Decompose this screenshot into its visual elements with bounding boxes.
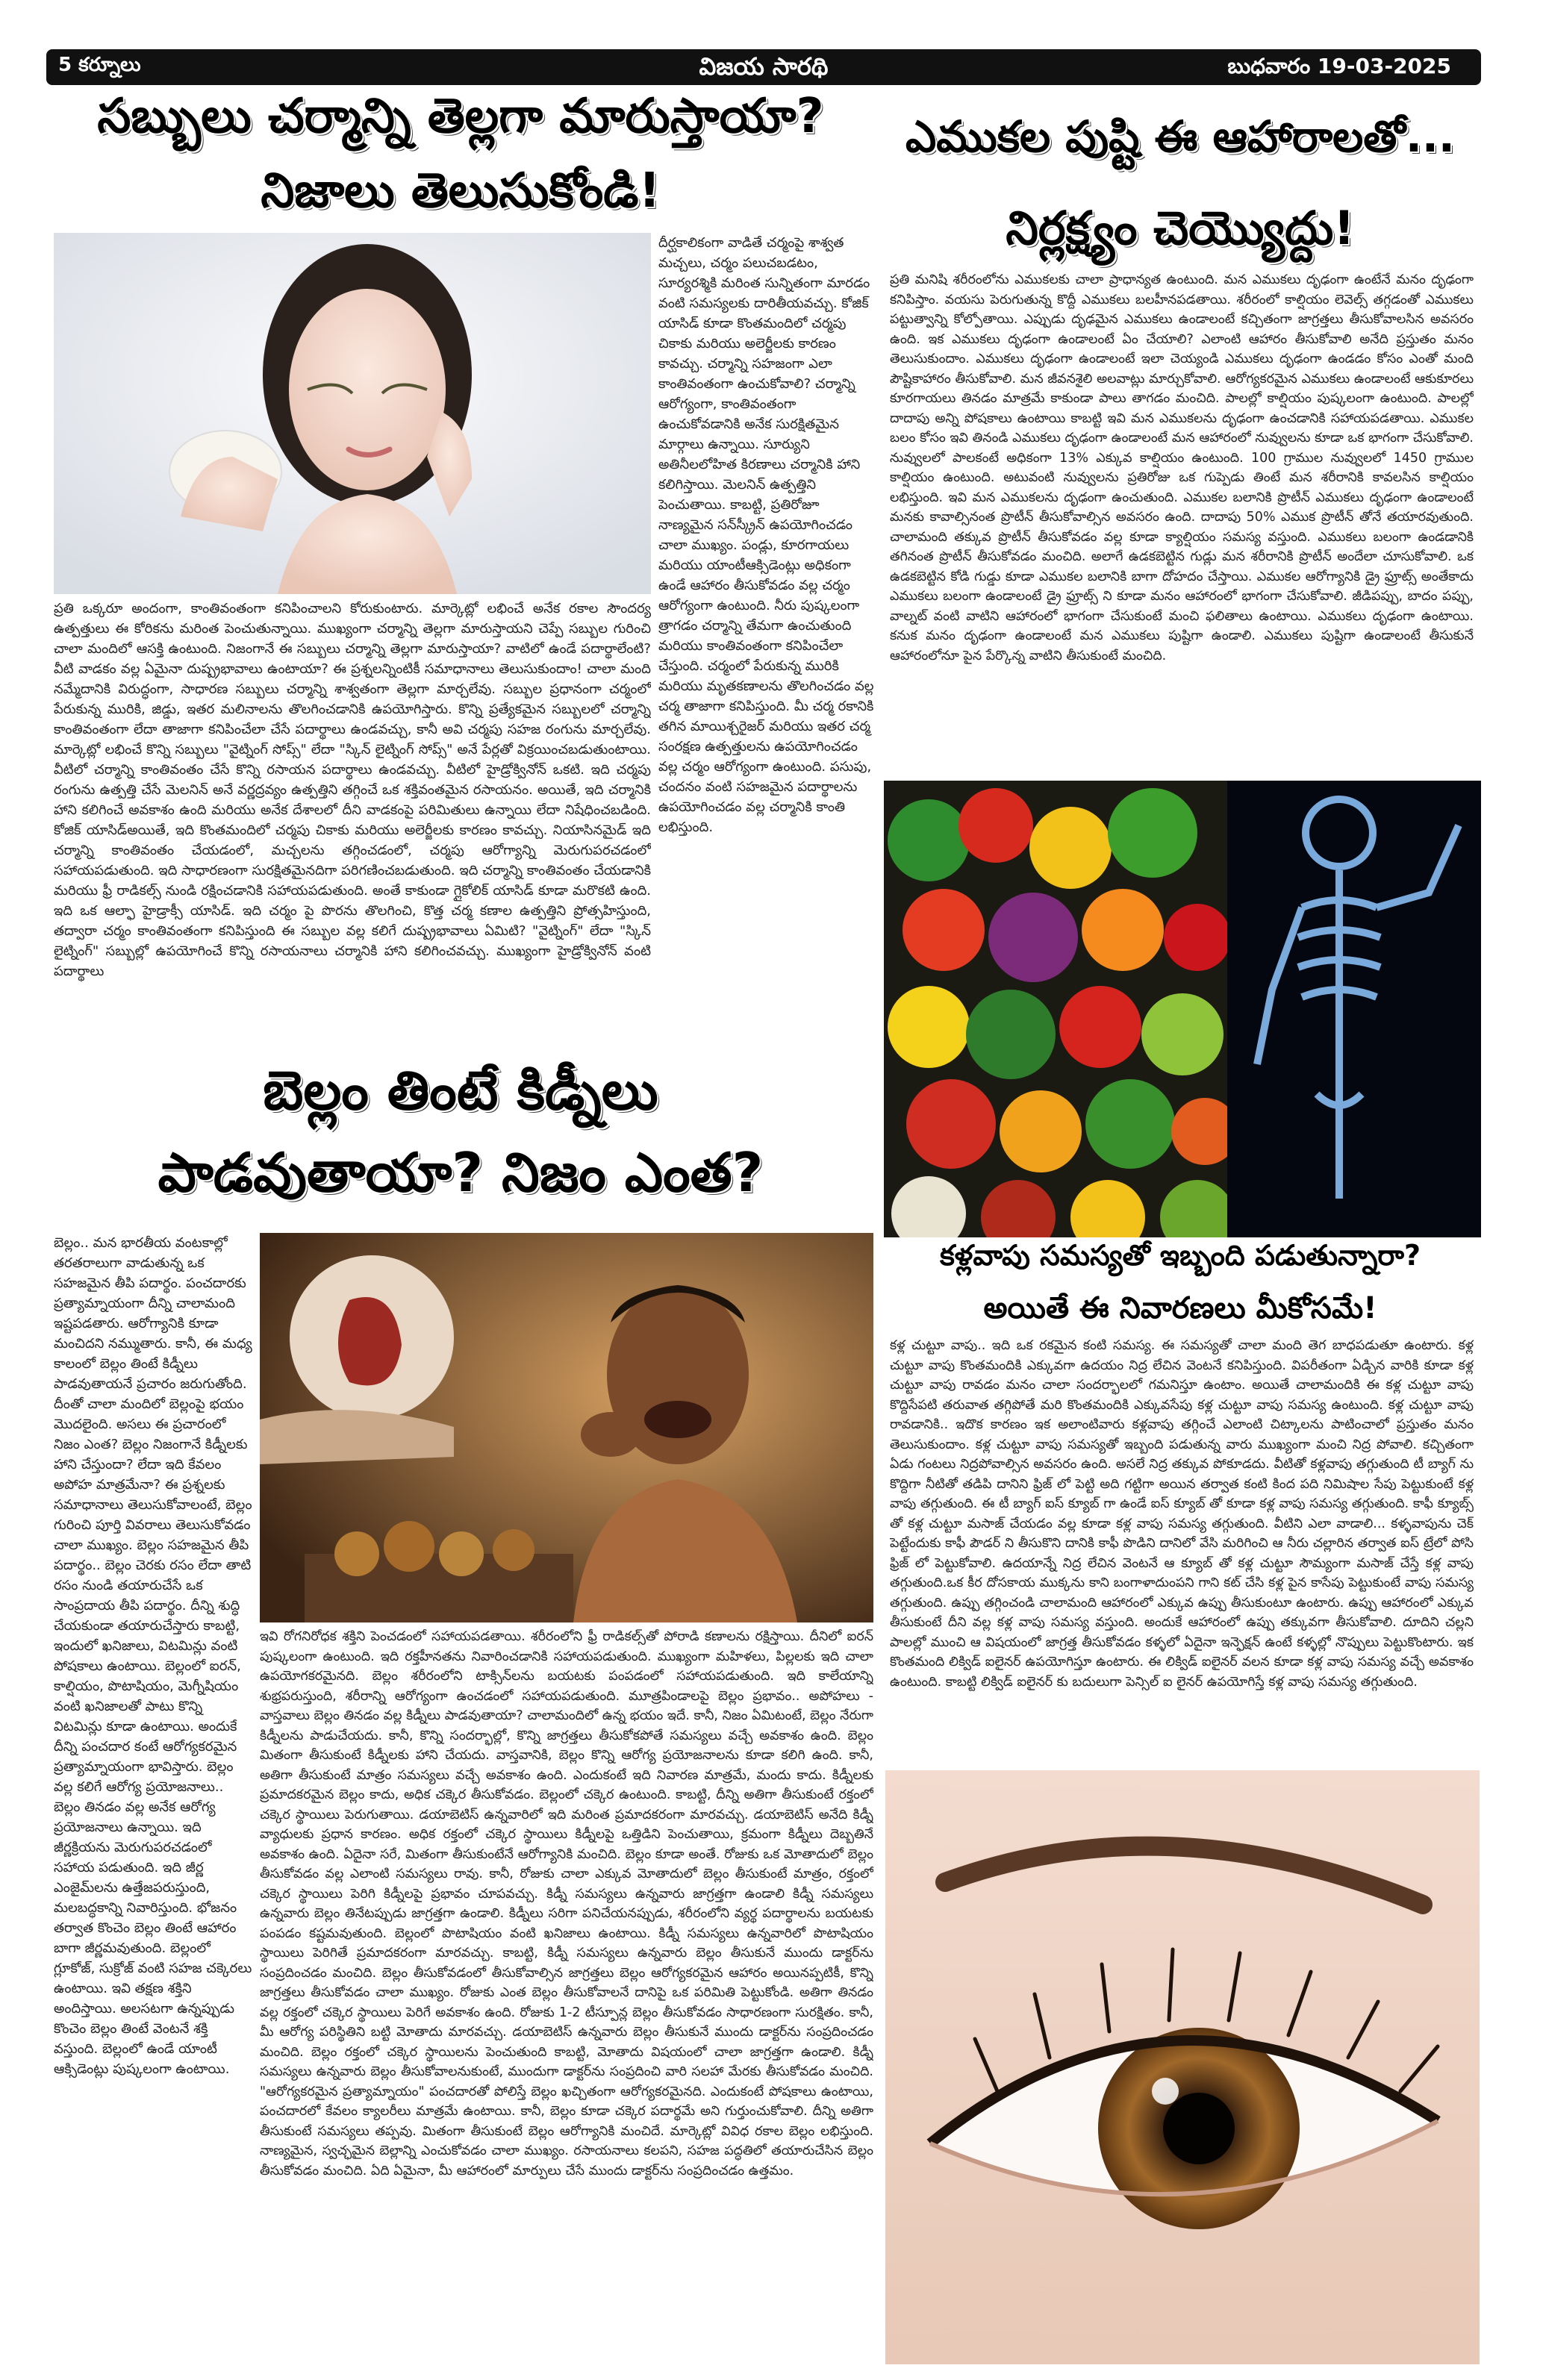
masthead-title: విజయ సారథి — [699, 52, 829, 81]
article4-headline-line2: అయితే ఈ నివారణలు మీకోసమే! — [983, 1291, 1377, 1325]
article3-photo-man-eating-jaggery — [260, 1233, 873, 1622]
article3-side-column: బెల్లం.. మన భారతీయ వంటకాల్లో తరతరాలుగా వాడుతున్న ఒక సహజమైన తీపి పదార్థం. పంచదారకు ప్రత్యామ్నాయంగా దీన్ని చాలామంది ఇష్టపడతారు. ఆరోగ్యానికి కూడా మంచిదని నమ్ముతారు. కానీ, ఈ మధ్య కాలంలో బెల్లం తింటే కిడ్నీలు పాడవుతాయనే ప్రచారం జరుగుతోంది. దీంతో చాలా మందిలో బెల్లంపై భయం మొదలైంది. అసలు ఈ ప్రచారంలో నిజం ఎంత? బెల్లం నిజంగానే కిడ్నీలకు హాని చేస్తుందా? లేదా ఇది కేవలం అపోహ మాత్రమేనా? ఈ ప్రశ్నలకు సమాధానాలు తెలుసుకోవాలంటే, బెల్లం గురించి పూర్తి వివరాలు తెలుసుకోవడం చాలా ముఖ్యం. బెల్లం సహజమైన తీపి పదార్థం.. బెల్లం చెరకు రసం లేదా తాటి రసం నుండి తయారుచేసే ఒక సాంప్రదాయ తీపి పదార్థం. దీన్ని శుద్ధి చేయకుండా తయారుచేస్తారు కాబట్టి, ఇందులో ఖనిజాలు, విటమిన్లు వంటి పోషకాలు ఉంటాయి. బెల్లంలో ఐరన్, కాల్షియం, పొటాషియం, మెగ్నీషియం వంటి ఖనిజాలతో పాటు కొన్ని విటమిన్లు కూడా ఉంటాయి. అందుకే దీన్ని పంచదార కంటే ఆరోగ్యకరమైన ప్రత్యామ్నాయంగా భావిస్తారు. బెల్లం వల్ల కలిగే ఆరోగ్య ప్రయోజనాలు.. బెల్లం తినడం వల్ల అనేక ఆరోగ్య ప్రయోజనాలు ఉన్నాయి. ఇది జీర్ణక్రియను మెరుగుపరచడంలో సహాయ పడుతుంది. ఇది జీర్ణ ఎంజైమ్‌లను ఉత్తేజపరుస్తుంది, మలబద్ధకాన్ని నివారిస్తుంది. భోజనం తర్వాత కొంచెం బెల్లం తింటే ఆహారం బాగా జీర్ణమవుతుంది. బెల్లంలో గ్లూకోజ్, సుక్రోజ్ వంటి సహజ చక్కెరలు ఉంటాయి. ఇవి తక్షణ శక్తిని అందిస్తాయి. అలసటగా ఉన్నప్పుడు కొంచెం బెల్లం తింటే వెంటనే శక్తి వస్తుంది. బెల్లంలో ఉండే యాంటీ ఆక్సిడెంట్లు పుష్కలంగా ఉంటాయి. — [54, 1235, 252, 2077]
article4-photo-eye-closeup — [885, 1770, 1480, 2364]
issue-date: బుధవారం 19-03-2025 — [1227, 54, 1451, 78]
article1-headline-line1: సబ్బులు చర్మాన్ని తెల్లగా మారుస్తాయా? — [97, 89, 824, 144]
article1-side-column: దీర్ఘకాలికంగా వాడితే చర్మంపై శాశ్వత మచ్చలు, చర్మం పలుచబడటం, సూర్యరశ్మికి మరింత సున్నితంగా మారడం వంటి సమస్యలకు దారితీయవచ్చు. కోజిక్ యాసిడ్ కూడా కొంతమందిలో చర్మపు చికాకు మరియు అలెర్జీలకు కారణం కావచ్చు. చర్మాన్ని సహజంగా ఎలా కాంతివంతంగా ఉంచుకోవాలి? చర్మాన్ని ఆరోగ్యంగా, కాంతివంతంగా ఉంచుకోవడానికి అనేక సురక్షితమైన మార్గాలు ఉన్నాయి. సూర్యుని అతినీలలోహిత కిరణాలు చర్మానికి హాని కలిగిస్తాయి. మెలనిన్ ఉత్పత్తిని పెంచుతాయి. కాబట్టి, ప్రతిరోజూ నాణ్యమైన సన్‌స్క్రీన్ ఉపయోగించడం చాలా ముఖ్యం. పండ్లు, కూరగాయలు మరియు యాంటీఆక్సిడెంట్లు అధికంగా ఉండే ఆహారం తీసుకోవడం వల్ల చర్మం ఆరోగ్యంగా ఉంటుంది. నీరు పుష్కలంగా త్రాగడం చర్మాన్ని తేమగా ఉంచుతుంది మరియు కాంతివంతంగా కనిపించేలా చేస్తుంది. చర్మంలో పేరుకున్న మురికి మరియు మృతకణాలను తొలగించడం వల్ల చర్మ తాజాగా కనిపిస్తుంది. మీ చర్మ రకానికి తగిన మాయిశ్చరైజర్ మరియు ఇతర చర్మ సంరక్షణ ఉత్పత్తులను ఉపయోగించడం వల్ల చర్మం ఆరోగ్యంగా ఉంటుంది. పసుపు, చందనం వంటి సహజమైన పదార్థాలను ఉపయోగించడం వల్ల చర్మానికి కాంతి లభిస్తుంది. — [658, 235, 874, 835]
article3-headline-line1: బెల్లం తింటే కిడ్నీలు — [263, 1059, 658, 1122]
article4-headline-line1: కళ్లవాపు సమస్యతో ఇబ్బంది పడుతున్నారా? — [939, 1239, 1421, 1272]
article1-headline-line2: నిజాలు తెలుసుకోండి! — [261, 163, 661, 219]
article2-photo-vegetables-skeleton — [884, 781, 1481, 1237]
article2-body: ప్రతి మనిషి శరీరంలోను ఎముకలకు చాలా ప్రాధాన్యత ఉంటుంది. మన ఎముకలు దృఢంగా ఉంటేనే మనం దృఢంగా కనిపిస్తాం. వయసు పెరుగుతున్న కొద్దీ ఎముకలు బలహీనపడతాయి. శరీరంలో కాల్షియం లెవెల్స్ తగ్గడంతో ఎముకలు పట్టుత్వాన్ని కోల్పోతాయి. ఎప్పుడు దృఢమైన ఎముకలు ఉండాలంటే కచ్చితంగా జాగ్రత్తలు తీసుకోవాలసిన అవసరం ఉంది. ఇక ఎముకలు దృఢంగా ఉండాలంటే ఏం చేయాలి? ఎలాంటి ఆహారం తీసుకోవాలి అనేది ప్రస్తుతం మనం తెలుసుకుందాం. ఎముకలు దృఢంగా ఉండాలంటే ఇలా చెయ్యండి ఎముకలు దృఢంగా ఉండడం కోసం ఎంతో మంది పౌష్టికాహారం తీసుకోవాలి. మన జీవనశైలి అలవాట్లు మార్చుకోవాలి. ఆరోగ్యకరమైన ఎముకలు ఉండాలంటే ఆకుకూరలు కూరగాయలు తినడం మాత్రమే కాకుండా పాలు తాగడం మంచిది. పాలల్లో కాల్షియం పుష్కలంగా ఉంటుంది. పాలల్లో దాదాపు అన్ని పోషకాలు ఉంటాయి కాబట్టి ఇవి మన ఎముకలను దృఢంగా ఉంచడానికి సహాయపడతాయి. ఎముకల బలం కోసం ఇవి తినండి ఎముకలు దృఢంగా ఉండాలంటే మన ఆహారంలో నువ్వులను కూడా ఒక భాగంగా చేసుకోవాలి. నువ్వులలో పాలకంటే అధికంగా 13% ఎక్కువ కాల్షియం ఉంటుంది. 100 గ్రాముల నువ్వులలో 1450 గ్రాముల కాల్షియం ఉంటుంది. అటువంటి నువ్వులను ప్రతిరోజు ఒక గుప్పెడు తింటే మన శరీరానికి కావలసిన కాల్షియం లభిస్తుంది. ఇవి మన ఎముకలను దృఢంగా ఉంచుతుంది. ఎముకల బలానికి ప్రొటీన్ ఎముకలు దృఢంగా ఉండాలంటే మనకు కావాల్సినంత ప్రొటీన్ తీసుకోవాల్సిన అవసరం ఉంది. దాదాపు 50% ఎముక ప్రొటీన్ తోనే తయారవుతుంది. చాలామంది తక్కువ ప్రొటీన్ తీసుకోవడం వల్ల కూడా క్యాల్షియం సమస్య వస్తుంది. ఎముకలు బలంగా ఉండడానికి తగినంత ప్రొటీన్ తీసుకోవడం మంచిది. అలాగే ఉడకబెట్టిన గుడ్లు మన శరీరానికి ప్రొటీన్ అందేలా చూసుకోవాలి. ఒక ఉడకబెట్టిన కోడి గుడ్డు కూడా ఎముకల బలానికి బాగా దోహదం చేస్తాయి. ఎముకల ఆరోగ్యానికి డ్రై ఫ్రూట్స్ అంతేకాదు ఎముకలు బలంగా ఉండాలంటే డ్రై ఫ్రూట్స్ ని కూడా మనం ఆహారంలో భాగంగా చేసుకోవాలి. జీడిపప్పు, బాదం పప్పు, వాల్నట్ వంటి వాటిని ఆహారంలో భాగంగా చేసుకుంటే మంచి ఫలితాలు ఉంటాయి. ఎముకలు దృఢంగా ఉంటాయి. కనుక మనం దృఢంగా ఉండాలంటే మన ఎముకలు పుష్టిగా ఉండాలి. ఎముకలు పుష్టిగా ఉండాలంటే తీసుకునే ఆహారంలోనూ పైన పేర్కొన్న వాటిని తీసుకుంటే మంచిది. — [890, 272, 1474, 663]
article2-headline-line1: ఎముకల పుష్టి ఈ ఆహారాలతో... — [905, 111, 1455, 162]
article1-body: ప్రతి ఒక్కరూ అందంగా, కాంతివంతంగా కనిపించాలని కోరుకుంటారు. మార్కెట్లో లభించే అనేక రకాల సౌందర్య ఉత్పత్తులు ఈ కోరికను మరింత పెంచుతున్నాయి. ముఖ్యంగా చర్మాన్ని తెల్లగా మారుస్తాయని చెప్పే సబ్బుల గురించి చాలా మందిలో ఆసక్తి ఉంటుంది. నిజంగానే ఈ సబ్బులు చర్మాన్ని తెల్లగా మారుస్తాయా? వాటిలో ఉండే పదార్థాలేంటి? వీటి వాడకం వల్ల ఏమైనా దుష్ప్రభావాలు ఉంటాయా? ఈ ప్రశ్నలన్నింటికీ సమాధానాలు తెలుసుకుందాం! చాలా మంది నమ్మేదానికి విరుద్ధంగా, సాధారణ సబ్బులు చర్మాన్ని శాశ్వతంగా తెల్లగా మార్చలేవు. సబ్బుల ప్రధానంగా చర్మంలో పేరుకున్న మురికి, జిడ్డు, ఇతర మలినాలను తొలగించడానికి ఉపయోగిస్తారు. కొన్ని ప్రత్యేకమైన సబ్బులలో చర్మాన్ని కాంతివంతంగా లేదా తాజాగా కనిపించేలా చేసే పదార్థాలు ఉండవచ్చు, కానీ అవి చర్మపు సహజ రంగును మార్చలేవు. మార్కెట్లో లభించే కొన్ని సబ్బులు "వైట్నింగ్ సోప్స్" లేదా "స్కిన్ లైట్నింగ్ సోప్స్" అనే పేర్లతో విక్రయించబడుతుంటాయి. వీటిలో చర్మాన్ని కాంతివంతం చేసే కొన్ని రసాయన పదార్థాలు ఉండవచ్చు. వీటిలో హైడ్రోక్వినోన్ ఒకటి. ఇది చర్మపు రంగును ఉత్పత్తి చేసే మెలనిన్ అనే వర్ణద్రవ్యం ఉత్పత్తిని తగ్గించే ఒక శక్తివంతమైన రసాయనం. అయితే, ఇది చర్మానికి హాని కలిగించే అవకాశం ఉంది మరియు అనేక దేశాలలో దీని వాడకంపై పరిమితులు ఉన్నాయి లేదా నిషేధించబడింది. కోజిక్ యాసిడ్‌అయితే, ఇది కొంతమందిలో చర్మపు చికాకు మరియు అలెర్జీలకు కారణం కావచ్చు. నియాసినమైడ్ ఇది చర్మాన్ని కాంతివంతం చేయడంలో, మచ్చలను తగ్గించడంలో, చర్మపు ఆరోగ్యాన్ని మెరుగుపరచడంలో సహాయపడుతుంది. ఇది సాధారణంగా సురక్షితమైనదిగా పరిగణించబడుతుంది. ఇది చర్మాన్ని కాంతివంతం చేయడానికి మరియు ఫ్రీ రాడికల్స్ నుండి రక్షించడానికి సహాయపడుతుంది. అంతే కాకుండా గ్లైకోలిక్ యాసిడ్ కూడా మరొకటి ఉంది. ఇది ఒక ఆల్ఫా హైడ్రాక్సీ యాసిడ్. ఇది చర్మం పై పొరను తొలగించి, కొత్త చర్మ కణాల ఉత్పత్తిని ప్రోత్సహిస్తుంది, తద్వారా చర్మం కాంతివంతంగా కనిపిస్తుంది ఈ సబ్బుల వల్ల కలిగే దుష్ప్రభావాలు ఏమిటి? "వైట్నింగ్" లేదా "స్కిన్ లైట్నింగ్" సబ్బుల్లో ఉపయోగించే కొన్ని రసాయనాలు చర్మానికి హాని కలిగించవచ్చు. ముఖ్యంగా హైడ్రోక్వినోన్ వంటి పదార్థాలు — [54, 601, 651, 979]
article3-headline-line2: పాడవుతాయా? నిజం ఎంత? — [158, 1141, 764, 1204]
article2-headline-line2: నిర్లక్ష్యం చెయ్యొద్దు! — [1006, 201, 1355, 255]
article3-body: ఇవి రోగనిరోధక శక్తిని పెంచడంలో సహాయపడతాయి. శరీరంలోని ఫ్రీ రాడికల్స్‌తో పోరాడి కణాలను రక్షిస్తాయి. దీనిలో ఐరన్ పుష్కలంగా ఉంటుంది. ఇది రక్తహీనతను నివారించడానికి సహాయపడుతుంది. ముఖ్యంగా మహిళలు, పిల్లలకు ఇది చాలా ఉపయోగకరమైనది. బెల్లం శరీరంలోని టాక్సిన్‌లను బయటకు పంపడంలో సహాయపడుతుంది. ఇది కాలేయాన్ని శుభ్రపరుస్తుంది, శరీరాన్ని ఆరోగ్యంగా ఉంచడంలో సహాయపడుతుంది. మూత్రపిండాలపై బెల్లం ప్రభావం.. అపోహలు - వాస్తవాలు బెల్లం తినడం వల్ల కిడ్నీలు పాడవుతాయా? చాలామందిలో ఉన్న భయం ఇదే. కానీ, నిజం ఏమిటంటే, బెల్లం నేరుగా కిడ్నీలను పాడుచేయదు. కానీ, కొన్ని సందర్భాల్లో, కొన్ని జాగ్రత్తలు తీసుకోకపోతే సమస్యలు వచ్చే అవకాశం ఉంది. బెల్లం మితంగా తీసుకుంటే కిడ్నీలకు హాని చేయదు. వాస్తవానికి, బెల్లం కొన్ని ఆరోగ్య ప్రయోజనాలను కూడా కలిగి ఉంది. కానీ, అతిగా తీసుకుంటే మాత్రం సమస్యలు వచ్చే అవకాశం ఉంది. ఎందుకంటే ఇది నివారణ మాత్రమే, మందు కాదు. కిడ్నీలకు ప్రమాదకరమైన బెల్లం కాదు, అధిక చక్కెర తీసుకోవడం. బెల్లంలో చక్కెర ఉంటుంది. కాబట్టి, దీన్ని అతిగా తీసుకుంటే రక్తంలో చక్కెర స్థాయిలు పెరుగుతాయి. డయాబెటిస్ ఉన్నవారిలో ఇది మరింత ప్రమాదకరంగా మారవచ్చు. డయాబెటిస్ అనేది కిడ్నీ వ్యాధులకు ప్రధాన కారణం. అధిక రక్తంలో చక్కెర స్థాయిలు కిడ్నీలపై ఒత్తిడిని పెంచుతాయి, క్రమంగా కిడ్నీలు దెబ్బతినే అవకాశం ఉంది. ఏదైనా సరే, మితంగా తీసుకుంటేనే ఆరోగ్యానికి మంచిది. బెల్లం కూడా అంతే. రోజుకు ఒక మోతాదులో బెల్లం తీసుకోవడం వల్ల ఎలాంటి సమస్యలు రావు. కానీ, రోజుకు చాలా ఎక్కువ మోతాదులో బెల్లం తీసుకుంటే మాత్రం, రక్తంలో చక్కెర స్థాయిలు పెరిగి కిడ్నీలపై ప్రభావం చూపవచ్చు. కిడ్నీ సమస్యలు ఉన్నవారు జాగ్రత్తగా ఉండాలి కిడ్నీ సమస్యలు ఉన్నవారు బెల్లం తినేటప్పుడు జాగ్రత్తగా ఉండాలి. కిడ్నీలు సరిగా పనిచేయనప్పుడు, శరీరంలోని వ్యర్థ పదార్థాలను బయటకు పంపడం కష్టమవుతుంది. బెల్లంలో పొటాషియం వంటి ఖనిజాలు ఉంటాయి. కిడ్నీ సమస్యలు ఉన్నవారిలో పొటాషియం స్థాయిలు పెరిగితే ప్రమాదకరంగా మారవచ్చు. కాబట్టి, కిడ్నీ సమస్యలు ఉన్నవారు బెల్లం తీసుకునే ముందు డాక్టర్‌ను సంప్రదించడం మంచిది. బెల్లం తీసుకోవడంలో తీసుకోవాల్సిన జాగ్రత్తలు బెల్లం ఆరోగ్యకరమైన ఆహారం అయినప్పటికీ, కొన్ని జాగ్రత్తలు తీసుకోవడం చాలా ముఖ్యం. రోజుకు ఎంత బెల్లం తీసుకోవాలనే దానిపై ఒక పరిమితి పెట్టుకోండి. అతిగా తినడం వల్ల రక్తంలో చక్కెర స్థాయిలు పెరిగే అవకాశం ఉంది. రోజుకు 1-2 టీస్పూన్ల బెల్లం తీసుకోవడం సాధారణంగా సురక్షితం. కానీ, మీ ఆరోగ్య పరిస్థితిని బట్టి మోతాదు మారవచ్చు. డయాబెటిస్ ఉన్నవారు బెల్లం తీసుకునే ముందు డాక్టర్‌ను సంప్రదించడం మంచిది. బెల్లం రక్తంలో చక్కెర స్థాయిలను పెంచుతుంది కాబట్టి, మోతాదు విషయంలో చాలా జాగ్రత్తగా ఉండాలి. కిడ్నీ సమస్యలు ఉన్నవారు బెల్లం తీసుకోవాలనుకుంటే, ముందుగా డాక్టర్‌ను సంప్రదించి వారి సలహా మేరకు తీసుకోవడం మంచిది. "ఆరోగ్యకరమైన ప్రత్యామ్నాయం" పంచదారతో పోలిస్తే బెల్లం ఖచ్చితంగా ఆరోగ్యకరమైనది. ఎందుకంటే పోషకాలు ఉంటాయి, పంచదారలో కేవలం క్యాలరీలు మాత్రమే ఉంటాయి. కానీ, బెల్లం కూడా చక్కెర పదార్థమే అని గుర్తుంచుకోవాలి. దీన్ని అతిగా తీసుకుంటే సమస్యలు తప్పవు. మితంగా తీసుకుంటే బెల్లం ఆరోగ్యానికి మంచిదే. మార్కెట్లో వివిధ రకాల బెల్లం లభిస్తుంది. నాణ్యమైన, స్వచ్ఛమైన బెల్లాన్ని ఎంచుకోవడం చాలా ముఖ్యం. రసాయనాలు కలపని, సహజ పద్ధతిలో తయారుచేసిన బెల్లం తీసుకోవడం మంచిది. ఏది ఏమైనా, మీ ఆహారంలో మార్పులు చేసే ముందు డాక్టర్‌ను సంప్రదించడం ఉత్తమం. — [260, 1629, 873, 2178]
article4-body: కళ్ల చుట్టూ వాపు.. ఇది ఒక రకమైన కంటి సమస్య. ఈ సమస్యతో చాలా మంది తెగ బాధపడుతూ ఉంటారు. కళ్ల చుట్టూ వాపు కొంతమందికి ఎక్కువగా ఉదయం నిద్ర లేచిన వెంటనే కనిపిస్తుంది. విపరీతంగా ఏడ్చిన వారికి కూడా కళ్ల చుట్టూ వాపు రావడం మనం చాలా సందర్భాలలో గమనిస్తూ ఉంటాం. అయితే చాలామందికి ఈ కళ్ల చుట్టూ వాపు కొద్దిసేపటి తరువాత తగ్గిపోతే మరి కొంతమందికి ఎక్కువసేపు కళ్ల చుట్టూ వాపు సమస్య ఉంటుంది. కళ్ల చుట్టూ వాపు రావడానికి.. ఇదొక కారణం ఇక అలాంటివారు కళ్లవాపు తగ్గించే ఎలాంటి చిట్కాలను పాటించాలో ప్రస్తుతం మనం తెలుసుకుందాం. కళ్ల చుట్టూ వాపు సమస్యతో ఇబ్బంది పడుతున్న వారు ముఖ్యంగా మంచి నిద్ర పోవాలి. కచ్చితంగా ఏడు గంటలు నిద్రపోవాల్సిన అవసరం ఉంది. అసలే నిద్ర తక్కువ పోకూడదు. వీటితో కళ్లవాపు తగ్గుతుంది టీ బ్యాగ్ ను కొద్దిగా నీటితో తడిపి దానిని ఫ్రిజ్ లో పెట్టి అది గట్టిగా అయిన తర్వాత కంటి కింద పది నిమిషాల సేపు పెట్టుకుంటే కళ్ల వాపు తగ్గుతుంది. ఈ టీ బ్యాగ్ ఐస్ క్యూబ్ గా ఉండే ఐస్ క్యూబ్ తో కూడా కళ్ల వాపు సమస్య తగ్గుతుంది. కాఫీ క్యూబ్స్ తో కళ్ల చుట్టూ మసాజ్ చేయడం వల్ల కూడా కళ్ల వాపు సమస్య తగ్గుతుంది. వీటిని ఎలా వాడాలి... కళ్ళవాపును చెక్ పెట్టేందుకు కాఫీ పౌడర్ ని తీసుకొని దానికి కాఫీ పొడిని దానిలో వేసి మరిగించి ఆ నీరు చల్లారిన తర్వాత ఐస్ ట్రేలో పోసి ఫ్రిజ్ లో పెట్టుకోవాలి. ఉదయాన్నే నిద్ర లేచిన వెంటనే ఆ క్యూబ్ తో కళ్ల చుట్టూ సౌమ్యంగా మసాజ్ చేస్తే కళ్ల వాపు తగ్గుతుంది.ఒక కీర దోసకాయ ముక్కను కాని బంగాళాదుంపని గాని కట్ చేసి కళ్ల పైన కాసేపు పెట్టుకుంటే వాపు సమస్య తగ్గుతుంది. ఉప్పు తగ్గించండి చాలామంది ఆహారంలో ఎక్కువ ఉప్పు తీసుకుంటూ ఉంటారు. ఉప్పు ఆహారంలో ఎక్కువ తీసుకుంటే దీని వల్ల కళ్ల వాపు సమస్య వస్తుంది. అందుకే ఆహారంలో ఉప్పు తక్కువగా తీసుకోవాలి. దూదిని చల్లని పాలల్లో ముంచి ఆ విషయంలో జాగ్రత్త తీసుకోవడం కళ్ళలో ఏదైనా ఇన్ఫెక్షన్ ఉంటే కళ్ళల్లో నొప్పులు పెట్టుకొంటారు. ఇక కొంతమంది లిక్విడ్ ఐలైనర్ ఉపయోగిస్తూ ఉంటారు. ఈ లిక్విడ్ ఐలైనర్ వలన కూడా కళ్ల వాపు సమస్య వచ్చే అవకాశం ఉంటుంది. కాబట్టి లిక్విడ్ ఐలైనర్ కు బదులుగా పెన్సిల్ ఐ లైనర్ ఉపయోగిస్తే కళ్ల వాపు సమస్య తగ్గుతుంది. — [890, 1338, 1474, 1690]
masthead-bar — [46, 49, 1481, 85]
page-label: 5 కర్నూలు — [58, 54, 141, 76]
article1-photo-woman-soap — [54, 233, 651, 594]
